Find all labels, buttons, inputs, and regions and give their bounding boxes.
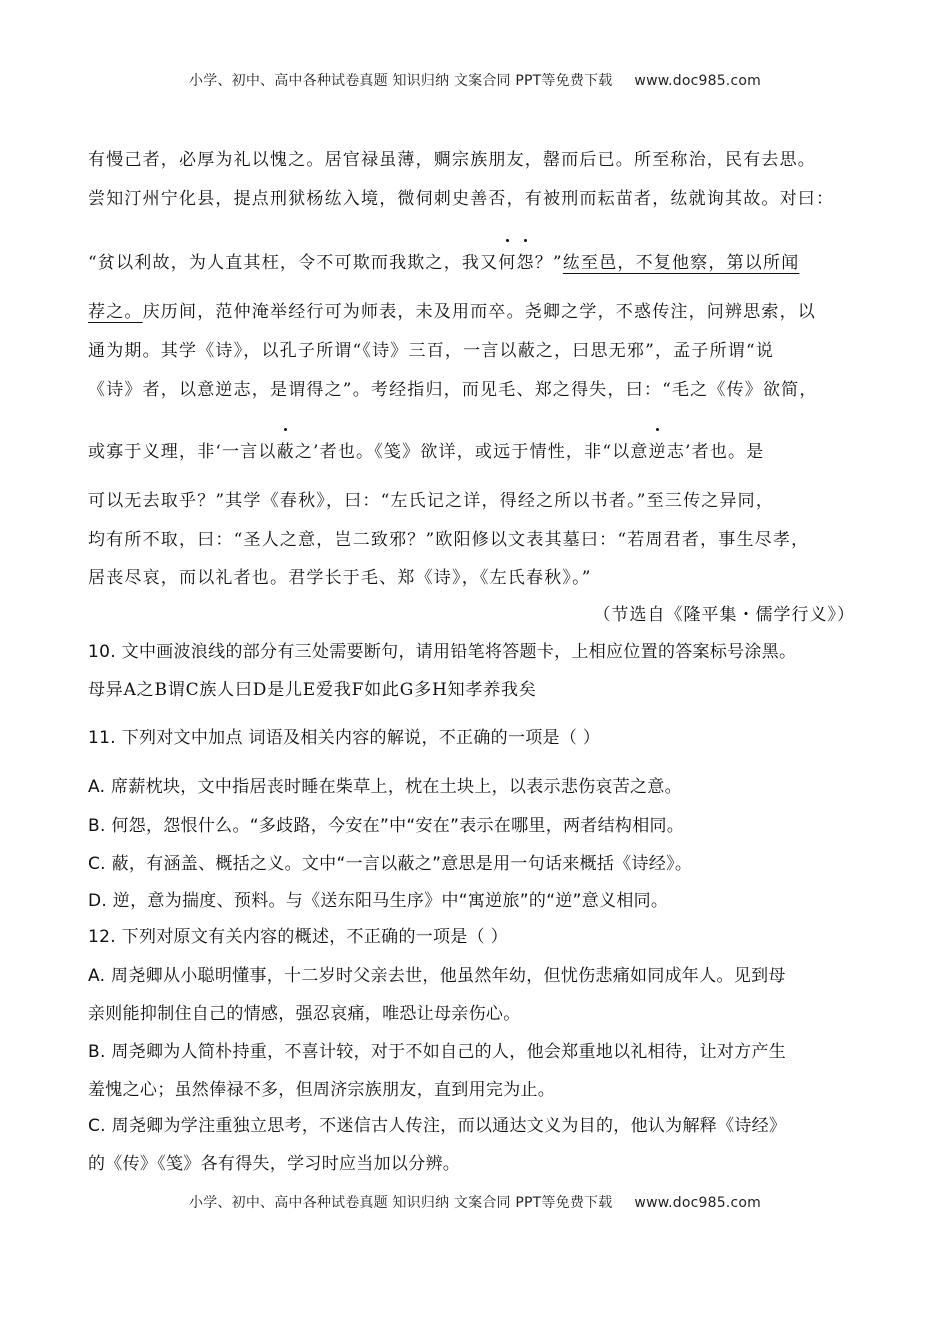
passage-line-6: 《诗》者，以意逆志，是谓得之”。考经指归，而见毛、郑之得失，曰：“毛之《传》欲简， <box>88 380 818 400</box>
wavy-underline-segment-1: 纮至邑，不复他察，第以所闻 <box>562 253 800 273</box>
footer-url: www.doc985.com <box>634 1195 761 1211</box>
q11-stem: 11. 下列对文中加点 词语及相关内容的解说，不正确的一项是（ ） <box>88 728 601 748</box>
passage-line-7-b: 之’者也。《笺》欲详，或远于情性，非“以意 <box>294 442 649 462</box>
q12-stem: 12. 下列对原文有关内容的概述，不正确的一项是（ ） <box>88 927 508 947</box>
q10-stem: 10. 文中画波浪线的部分有三处需要断句，请用铅笔将答题卡，上相应位置的答案标号涂黑。 <box>88 642 797 662</box>
passage-line-7 <box>88 437 764 462</box>
q11-option-b: B. 何怨，怨恨什么。“多歧路，今安在”中“安在”表示在哪里，两者结构相同。 <box>88 816 685 836</box>
q12-option-c-line-2: 的《传》《笺》各有得失，学习时应当加以分辨。 <box>88 1154 461 1174</box>
dotted-word-he: 何 <box>498 248 516 273</box>
page-footer <box>0 1192 950 1212</box>
page-header <box>0 70 950 90</box>
q12-option-a-line-1: A. 周尧卿从小聪明懂事，十二岁时父亲去世，他虽然年幼，但忧伤悲痛如同成年人。见到母 <box>88 966 786 986</box>
header-url: www.doc985.com <box>634 73 761 89</box>
q10-options: 母异A之B谓C族人曰D是儿E爱我F如此G多H知孝养我矣 <box>88 680 537 700</box>
header-text: 小学、初中、高中各种试卷真题 知识归纳 文案合同 PPT等免费下载 <box>189 73 613 89</box>
passage-line-3-b: ？” <box>534 253 563 273</box>
dotted-word-yuan: 怨 <box>517 248 535 273</box>
passage-line-7-a: 或寡于义理，非‘一言以 <box>88 442 277 462</box>
passage-line-4-b: 庆历间，范仲淹举经行可为师表，未及用而卒。尧卿之学，不惑传注，问辨思索，以 <box>142 302 817 322</box>
q11-option-d: D. 逆，意为揣度、预料。与《送东阳马生序》中“寓逆旅”的“逆”意义相同。 <box>88 891 669 911</box>
footer-text: 小学、初中、高中各种试卷真题 知识归纳 文案合同 PPT等免费下载 <box>189 1195 613 1211</box>
passage-line-4 <box>88 297 816 322</box>
q11-option-a: A. 席薪枕块，文中指居丧时睡在柴草上，枕在土块上，以表示悲伤哀苦之意。 <box>88 777 682 797</box>
dotted-word-ni: 逆 <box>649 437 667 462</box>
passage-line-3 <box>88 248 799 273</box>
passage-line-7-c: 志’者也。是 <box>666 442 765 462</box>
passage-line-10: 居丧尽哀，而以礼者也。君学长于毛、郑《诗》，《左氏春秋》。” <box>88 568 592 588</box>
q12-option-b-line-2: 羞愧之心；虽然俸禄不多，但周济宗族朋友，直到用完为止。 <box>88 1080 556 1100</box>
passage-source: （节选自《隆平集・儒学行义》） <box>593 605 855 625</box>
q12-option-c-line-1: C. 周尧卿为学注重独立思考，不迷信古人传注，而以通达文义为目的，他认为解释《诗经》 <box>88 1116 787 1136</box>
passage-line-9: 均有所不取，曰：“圣人之意，岂二致邪？”欧阳修以文表其墓曰：“若周君者，事生尽孝， <box>88 530 810 550</box>
passage-line-5: 通为期。其学《诗》，以孔子所谓“《诗》三百，一言以蔽之，曰思无邪”，孟子所谓“说 <box>88 341 775 361</box>
dotted-word-bi: 蔽 <box>277 437 295 462</box>
wavy-underline-segment-2: 荐之。 <box>88 302 143 322</box>
q12-option-b-line-1: B. 周尧卿为人简朴持重，不喜计较，对于不如自己的人，他会郑重地以礼相待，让对方产生 <box>88 1042 787 1062</box>
q11-option-c: C. 蔽，有涵盖、概括之义。文中“一言以蔽之”意思是用一句话来概括《诗经》。 <box>88 854 693 874</box>
q12-option-a-line-2: 亲则能抑制住自己的情感，强忍哀痛，唯恐让母亲伤心。 <box>88 1004 521 1024</box>
passage-line-1: 有慢己者，必厚为礼以愧之。居官禄虽薄，赒宗族朋友，罄而后已。所至称治，民有去思。 <box>88 150 816 170</box>
passage-line-3-a: “贫以利故，为人直其枉，令不可欺而我欺之，我又 <box>88 253 499 273</box>
passage-line-8: 可以无去取乎？”其学《春秋》，曰：“左氏记之详，得经之所以书者。”至三传之异同， <box>88 491 775 511</box>
passage-line-2: 尝知汀州宁化县，提点刑狱杨纮入境，微伺刺史善否，有被刑而耘苗者，纮就询其故。对曰： <box>88 189 835 209</box>
